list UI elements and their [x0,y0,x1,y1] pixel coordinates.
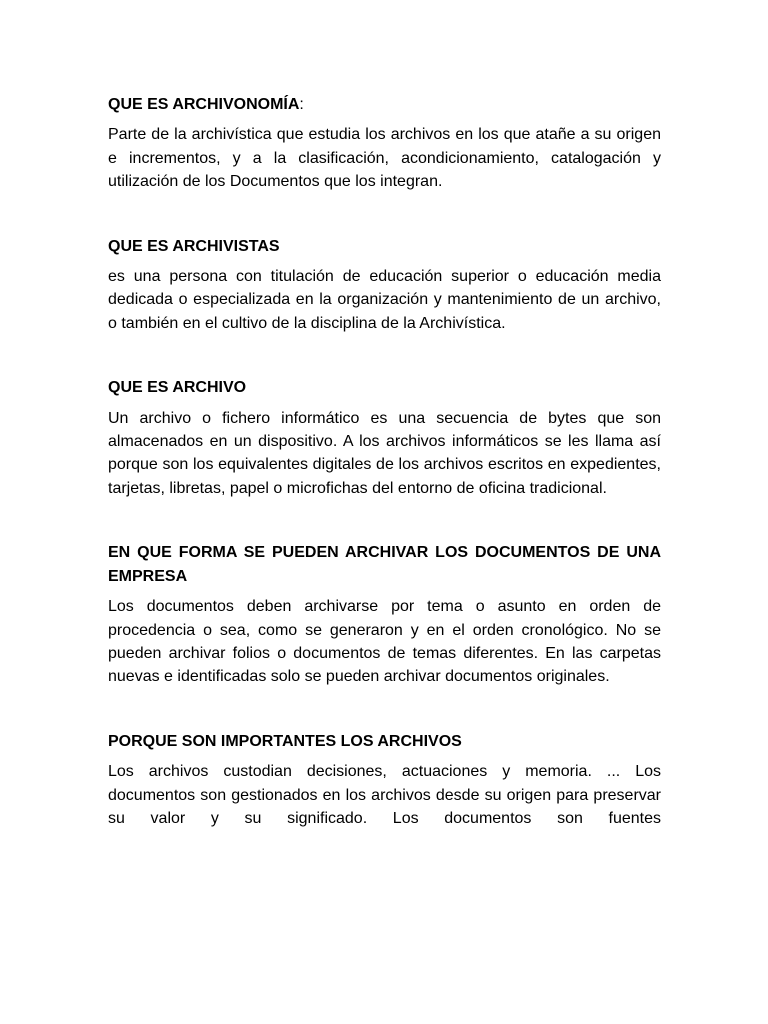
section-body: Los documentos deben archivarse por tema o asunto en orden de procedencia o sea, como se generaron y en el orden cronológico. No se pueden archivar folios o documentos de temas diferentes. En las carpetas nuevas e identificadas solo se pueden archivar documentos originales. [108,598,661,686]
section-heading [108,93,661,116]
section-archivonomia [108,93,661,194]
section-body: es una persona con titulación de educación superior o educación media dedicada o especializada en la organización y mantenimiento de un archivo, o también en el cultivo de la disciplina de la Archivística. [108,268,661,332]
section-heading: QUE ES ARCHIVO [108,379,247,397]
section-forma-archivar [108,541,661,688]
section-heading: QUE ES ARCHIVISTAS [108,237,280,255]
section-body: Un archivo o fichero informático es una secuencia de bytes que son almacenados en un dispositivo. A los archivos informáticos se les llama así porque son los equivalentes digitales de los archivos escritos en expedientes, tarjetas, libretas, papel o microfichas del entorno de oficina tradicional. [108,409,661,497]
heading-text: QUE ES ARCHIVONOMÍA [108,96,300,113]
section-importancia-archivos [108,730,661,831]
heading-colon: : [299,96,304,113]
section-heading: EN QUE FORMA SE PUEDEN ARCHIVAR LOS DOCUMENTOS DE UNA EMPRESA [108,544,661,585]
section-heading: PORQUE SON IMPORTANTES LOS ARCHIVOS [108,732,462,750]
section-archivistas [108,235,661,336]
section-body: Parte de la archivística que estudia los archivos en los que atañe a su origen e incrementos, y a la clasificación, acondicionamiento, catalogación y utilización de los Documentos que los integran. [108,126,661,191]
section-archivo [108,376,661,500]
section-body: Los archivos custodian decisiones, actuaciones y memoria. ... Los documentos son gestionados en los archivos desde su origen para preservar su valor y su significado. Los documentos son fuentes [108,763,661,827]
